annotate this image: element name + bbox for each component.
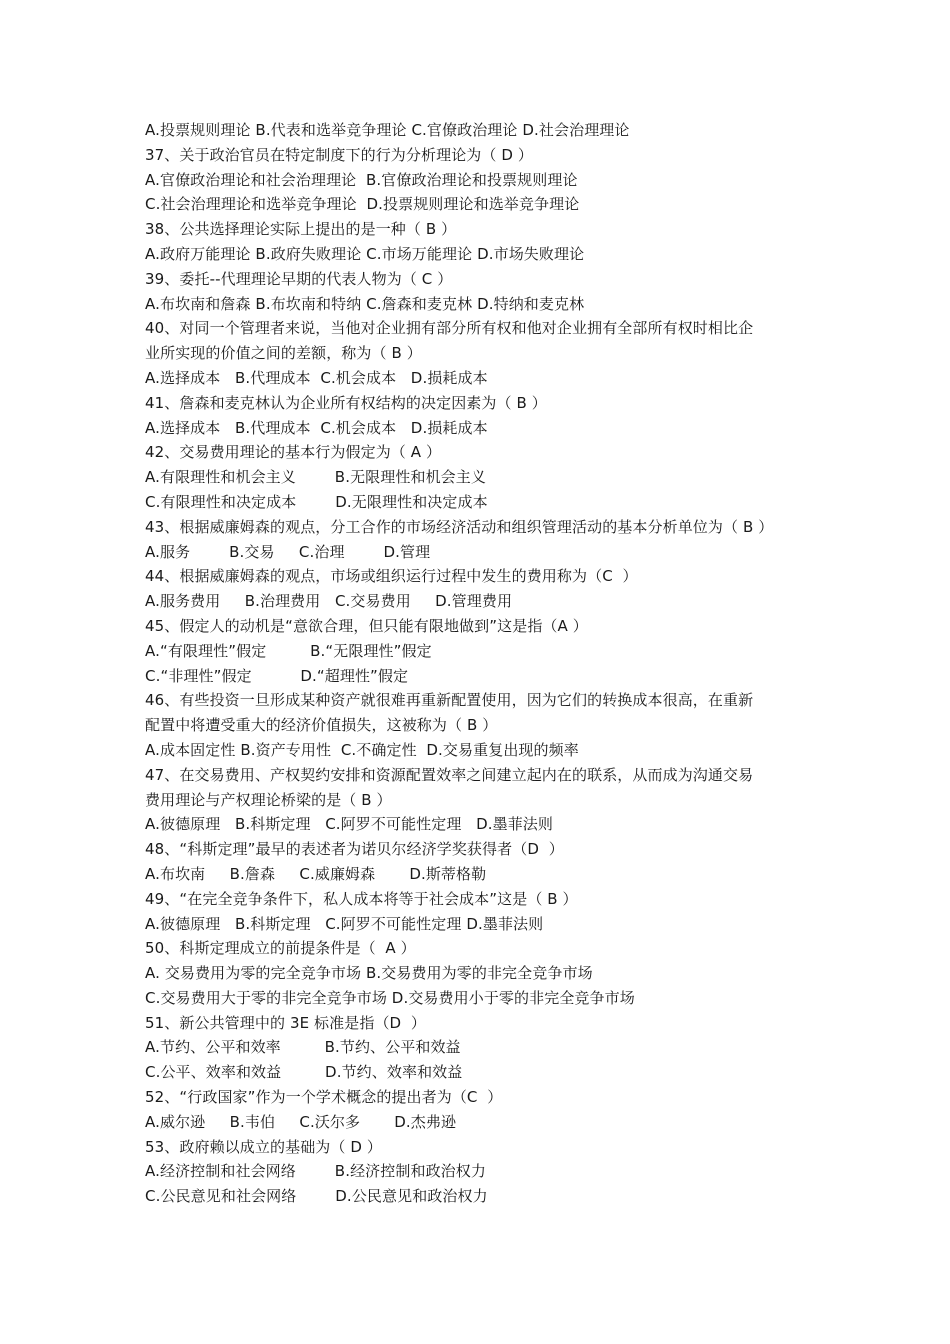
- options-line: A.布坎南和詹森 B.布坎南和特纳 C.詹森和麦克林 D.特纳和麦克林: [145, 294, 585, 313]
- question-39: 39、委托--代理理论早期的代表人物为（ C ）: [145, 269, 453, 288]
- options-line: A.选择成本 B.代理成本 C.机会成本 D.损耗成本: [145, 368, 488, 387]
- question-47: 47、在交易费用、产权契约安排和资源配置效率之间建立起内在的联系，从而成为沟通交易: [145, 765, 754, 784]
- question-52: 52、“行政国家”作为一个学术概念的提出者为（C ）: [145, 1088, 503, 1107]
- question-50: 50、科斯定理成立的前提条件是（ A ）: [145, 939, 416, 958]
- question-40: 40、对同一个管理者来说，当他对企业拥有部分所有权和他对企业拥有全部所有权时相比企: [145, 319, 754, 338]
- question-47-continued: 费用理论与产权理论桥梁的是（ B ）: [145, 790, 392, 809]
- options-line: A.“有限理性”假定 B.“无限理性”假定: [145, 641, 432, 660]
- question-48: 48、“科斯定理”最早的表述者为诺贝尔经济学奖获得者（D ）: [145, 840, 564, 859]
- options-line: C.有限理性和决定成本 D.无限理性和决定成本: [145, 492, 488, 511]
- options-line: A.政府万能理论 B.政府失败理论 C.市场万能理论 D.市场失败理论: [145, 244, 585, 263]
- question-44: 44、根据威廉姆森的观点，市场或组织运行过程中发生的费用称为（C ）: [145, 567, 638, 586]
- options-line: C.社会治理理论和选举竞争理论 D.投票规则理论和选举竞争理论: [145, 195, 580, 214]
- question-42: 42、交易费用理论的基本行为假定为（ A ）: [145, 443, 442, 462]
- question-37: 37、关于政治官员在特定制度下的行为分析理论为（ D ）: [145, 145, 533, 164]
- question-46-continued: 配置中将遭受重大的经济价值损失，这被称为（ B ）: [145, 716, 498, 735]
- options-line: A.成本固定性 B.资产专用性 C.不确定性 D.交易重复出现的频率: [145, 740, 579, 759]
- question-45: 45、假定人的动机是“意欲合理，但只能有限地做到”这是指（A ）: [145, 616, 588, 635]
- question-38: 38、公共选择理论实际上提出的是一种（ B ）: [145, 220, 457, 239]
- options-line: A.服务 B.交易 C.治理 D.管理: [145, 542, 431, 561]
- question-list: [145, 118, 835, 1209]
- options-line: A. 交易费用为零的完全竞争市场 B.交易费用为零的非完全竞争市场: [145, 964, 593, 983]
- options-line: C.公民意见和社会网络 D.公民意见和政治权力: [145, 1187, 488, 1206]
- question-53: 53、政府赖以成立的基础为（ D ）: [145, 1137, 382, 1156]
- question-49: 49、“在完全竞争条件下，私人成本将等于社会成本”这是（ B ）: [145, 889, 578, 908]
- options-line: A.选择成本 B.代理成本 C.机会成本 D.损耗成本: [145, 418, 488, 437]
- options-line: A.彼德原理 B.科斯定理 C.阿罗不可能性定理 D.墨菲法则: [145, 815, 553, 834]
- options-line: C.“非理性”假定 D.“超理性”假定: [145, 666, 409, 685]
- options-line: C.交易费用大于零的非完全竞争市场 D.交易费用小于零的非完全竞争市场: [145, 988, 635, 1007]
- question-40-continued: 业所实现的价值之间的差额，称为（ B ）: [145, 344, 422, 363]
- text-line: A.投票规则理论 B.代表和选举竞争理论 C.官僚政治理论 D.社会治理理论: [145, 121, 630, 139]
- options-line: A.经济控制和社会网络 B.经济控制和政治权力: [145, 1162, 486, 1181]
- options-line: A.威尔逊 B.韦伯 C.沃尔多 D.杰弗逊: [145, 1112, 457, 1131]
- question-43: 43、根据威廉姆森的观点，分工合作的市场经济活动和组织管理活动的基本分析单位为（ B ）: [145, 517, 774, 536]
- question-51: 51、新公共管理中的 3E 标准是指（D ）: [145, 1013, 427, 1032]
- options-line: A.彼德原理 B.科斯定理 C.阿罗不可能性定理 D.墨菲法则: [145, 914, 544, 933]
- options-line: A.节约、公平和效率 B.节约、公平和效益: [145, 1038, 461, 1057]
- options-line: A.官僚政治理论和社会治理理论 B.官僚政治理论和投票规则理论: [145, 170, 578, 189]
- options-line: C.公平、效率和效益 D.节约、效率和效益: [145, 1063, 463, 1082]
- options-line: A.布坎南 B.詹森 C.威廉姆森 D.斯蒂格勒: [145, 864, 487, 883]
- options-line: A.服务费用 B.治理费用 C.交易费用 D.管理费用: [145, 592, 513, 611]
- question-46: 46、有些投资一旦形成某种资产就很难再重新配置使用，因为它们的转换成本很高，在重新: [145, 691, 754, 710]
- options-line: A.有限理性和机会主义 B.无限理性和机会主义: [145, 468, 486, 487]
- question-41: 41、詹森和麦克林认为企业所有权结构的决定因素为（ B ）: [145, 393, 547, 412]
